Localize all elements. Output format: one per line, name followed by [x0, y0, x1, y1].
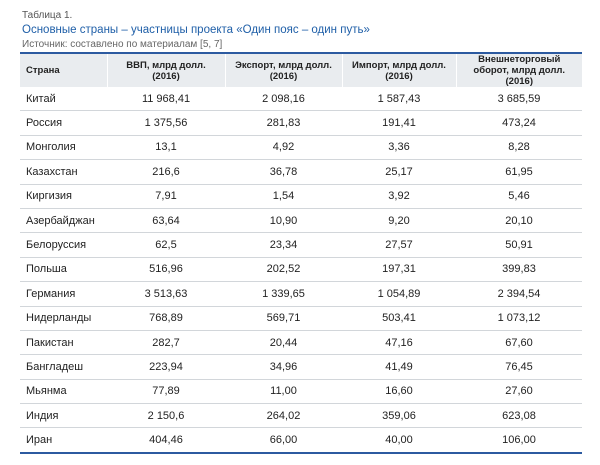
cell-trade: 3 685,59	[456, 87, 582, 111]
table-row	[20, 330, 582, 354]
cell-import: 41,49	[342, 355, 456, 379]
cell-import: 16,60	[342, 379, 456, 403]
table-row	[20, 404, 582, 428]
cell-export: 10,90	[225, 208, 342, 232]
table-row	[20, 135, 582, 159]
table-header	[20, 53, 582, 87]
cell-export: 34,96	[225, 355, 342, 379]
cell-country: Китай	[20, 87, 107, 111]
table-row	[20, 306, 582, 330]
table-row	[20, 233, 582, 257]
cell-trade: 8,28	[456, 135, 582, 159]
cell-country: Белоруссия	[20, 233, 107, 257]
cell-country: Германия	[20, 282, 107, 306]
cell-trade: 1 073,12	[456, 306, 582, 330]
table-body	[20, 87, 582, 453]
cell-gdp: 11 968,41	[107, 87, 225, 111]
table-row	[20, 111, 582, 135]
cell-import: 3,92	[342, 184, 456, 208]
cell-trade: 76,45	[456, 355, 582, 379]
cell-export: 36,78	[225, 160, 342, 184]
cell-country: Индия	[20, 404, 107, 428]
cell-trade: 27,60	[456, 379, 582, 403]
table-row	[20, 428, 582, 453]
cell-country: Киргизия	[20, 184, 107, 208]
table-row	[20, 160, 582, 184]
cell-import: 1 587,43	[342, 87, 456, 111]
cell-gdp: 768,89	[107, 306, 225, 330]
cell-import: 191,41	[342, 111, 456, 135]
cell-gdp: 13,1	[107, 135, 225, 159]
cell-gdp: 2 150,6	[107, 404, 225, 428]
header-row	[20, 53, 582, 87]
cell-trade: 5,46	[456, 184, 582, 208]
cell-gdp: 1 375,56	[107, 111, 225, 135]
header-trade: Внешнеторговый оборот, млрд долл. (2016)	[456, 53, 582, 87]
cell-import: 3,36	[342, 135, 456, 159]
cell-gdp: 516,96	[107, 257, 225, 281]
data-table	[20, 52, 582, 454]
cell-gdp: 62,5	[107, 233, 225, 257]
table-caption: Таблица 1.	[22, 10, 73, 21]
table-row	[20, 208, 582, 232]
cell-country: Монголия	[20, 135, 107, 159]
header-export: Экспорт, млрд долл. (2016)	[225, 53, 342, 87]
cell-country: Казахстан	[20, 160, 107, 184]
cell-gdp: 63,64	[107, 208, 225, 232]
cell-trade: 61,95	[456, 160, 582, 184]
cell-trade: 50,91	[456, 233, 582, 257]
cell-export: 202,52	[225, 257, 342, 281]
cell-import: 9,20	[342, 208, 456, 232]
cell-gdp: 77,89	[107, 379, 225, 403]
cell-export: 66,00	[225, 428, 342, 453]
cell-trade: 2 394,54	[456, 282, 582, 306]
cell-import: 197,31	[342, 257, 456, 281]
table-row	[20, 355, 582, 379]
table-row	[20, 184, 582, 208]
cell-gdp: 7,91	[107, 184, 225, 208]
table-row	[20, 282, 582, 306]
cell-gdp: 282,7	[107, 330, 225, 354]
cell-country: Мьянма	[20, 379, 107, 403]
cell-export: 281,83	[225, 111, 342, 135]
cell-export: 20,44	[225, 330, 342, 354]
cell-import: 1 054,89	[342, 282, 456, 306]
cell-import: 503,41	[342, 306, 456, 330]
cell-country: Пакистан	[20, 330, 107, 354]
header-gdp: ВВП, млрд долл. (2016)	[107, 53, 225, 87]
table-row	[20, 257, 582, 281]
cell-gdp: 216,6	[107, 160, 225, 184]
cell-trade: 20,10	[456, 208, 582, 232]
cell-export: 569,71	[225, 306, 342, 330]
cell-export: 264,02	[225, 404, 342, 428]
cell-gdp: 223,94	[107, 355, 225, 379]
cell-country: Россия	[20, 111, 107, 135]
cell-country: Польша	[20, 257, 107, 281]
cell-trade: 473,24	[456, 111, 582, 135]
cell-country: Иран	[20, 428, 107, 453]
cell-trade: 106,00	[456, 428, 582, 453]
cell-gdp: 404,46	[107, 428, 225, 453]
cell-export: 4,92	[225, 135, 342, 159]
cell-import: 25,17	[342, 160, 456, 184]
cell-gdp: 3 513,63	[107, 282, 225, 306]
cell-import: 27,57	[342, 233, 456, 257]
cell-import: 40,00	[342, 428, 456, 453]
cell-export: 23,34	[225, 233, 342, 257]
cell-export: 11,00	[225, 379, 342, 403]
cell-export: 2 098,16	[225, 87, 342, 111]
table-source: Источник: составлено по материалам [5, 7]	[22, 39, 223, 50]
header-import: Импорт, млрд долл. (2016)	[342, 53, 456, 87]
cell-export: 1 339,65	[225, 282, 342, 306]
cell-country: Азербайджан	[20, 208, 107, 232]
cell-import: 47,16	[342, 330, 456, 354]
table-title: Основные страны – участницы проекта «Один пояс – один путь»	[22, 24, 370, 36]
cell-country: Нидерланды	[20, 306, 107, 330]
cell-country: Бангладеш	[20, 355, 107, 379]
cell-trade: 67,60	[456, 330, 582, 354]
cell-export: 1,54	[225, 184, 342, 208]
table-row	[20, 379, 582, 403]
cell-trade: 399,83	[456, 257, 582, 281]
header-country: Страна	[20, 53, 107, 87]
cell-trade: 623,08	[456, 404, 582, 428]
table-row	[20, 87, 582, 111]
cell-import: 359,06	[342, 404, 456, 428]
